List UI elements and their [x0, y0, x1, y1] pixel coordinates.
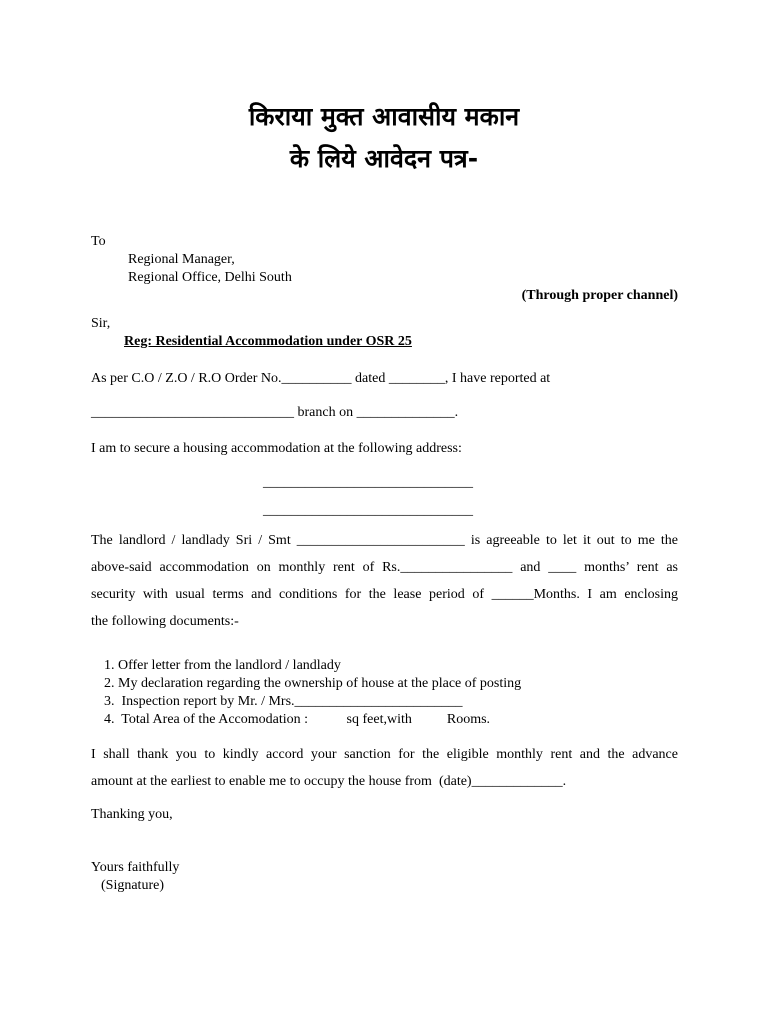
salutation: Sir,	[91, 316, 111, 331]
paragraph3-line3: security with usual terms and conditions for the lease period of ______Months. I am enclosing	[91, 587, 678, 602]
document-list-item: 2. My declaration regarding the ownership of house at the place of posting	[104, 676, 522, 691]
to-label: To	[91, 234, 106, 249]
document-list-item: 3. Inspection report by Mr. / Mrs.________________________	[104, 694, 463, 709]
paragraph3-line2: above-said accommodation on monthly rent of Rs.________________ and ____ months’ rent as	[91, 560, 678, 575]
signature-label: (Signature)	[101, 878, 164, 893]
paragraph4-line2: amount at the earliest to enable me to occupy the house from (date)_____________.	[91, 774, 567, 789]
yours-faithfully: Yours faithfully	[91, 860, 180, 875]
paragraph3-line4: the following documents:-	[91, 614, 239, 629]
paragraph1-line1: As per C.O / Z.O / R.O Order No.__________ dated ________, I have reported at	[91, 371, 551, 386]
document-list-item: 1. Offer letter from the landlord / landlady	[104, 658, 341, 673]
paragraph2: I am to secure a housing accommodation at the following address:	[91, 441, 462, 456]
document-title-line1: किराया मुक्त आवासीय मकान	[248, 102, 520, 131]
paragraph3-line1: The landlord / landlady Sri / Smt ________________________ is agreeable to let it out to me the	[91, 533, 678, 548]
paragraph4-line1: I shall thank you to kindly accord your sanction for the eligible monthly rent and the advance	[91, 747, 678, 762]
address-blank-1: ______________________________	[263, 475, 473, 490]
document-title-line2: के लिये आवेदन पत्र-	[289, 144, 479, 173]
paragraph1-line2: _____________________________ branch on ______________.	[91, 405, 459, 420]
recipient-line2: Regional Office, Delhi South	[128, 270, 292, 285]
thanking-line: Thanking you,	[91, 807, 173, 822]
address-blank-2: ______________________________	[263, 503, 473, 518]
document-list-item: 4. Total Area of the Accomodation : sq feet,with Rooms.	[104, 712, 491, 727]
channel-note: (Through proper channel)	[521, 288, 678, 303]
subject-line: Reg: Residential Accommodation under OSR 25	[124, 334, 412, 349]
recipient-line1: Regional Manager,	[128, 252, 235, 267]
